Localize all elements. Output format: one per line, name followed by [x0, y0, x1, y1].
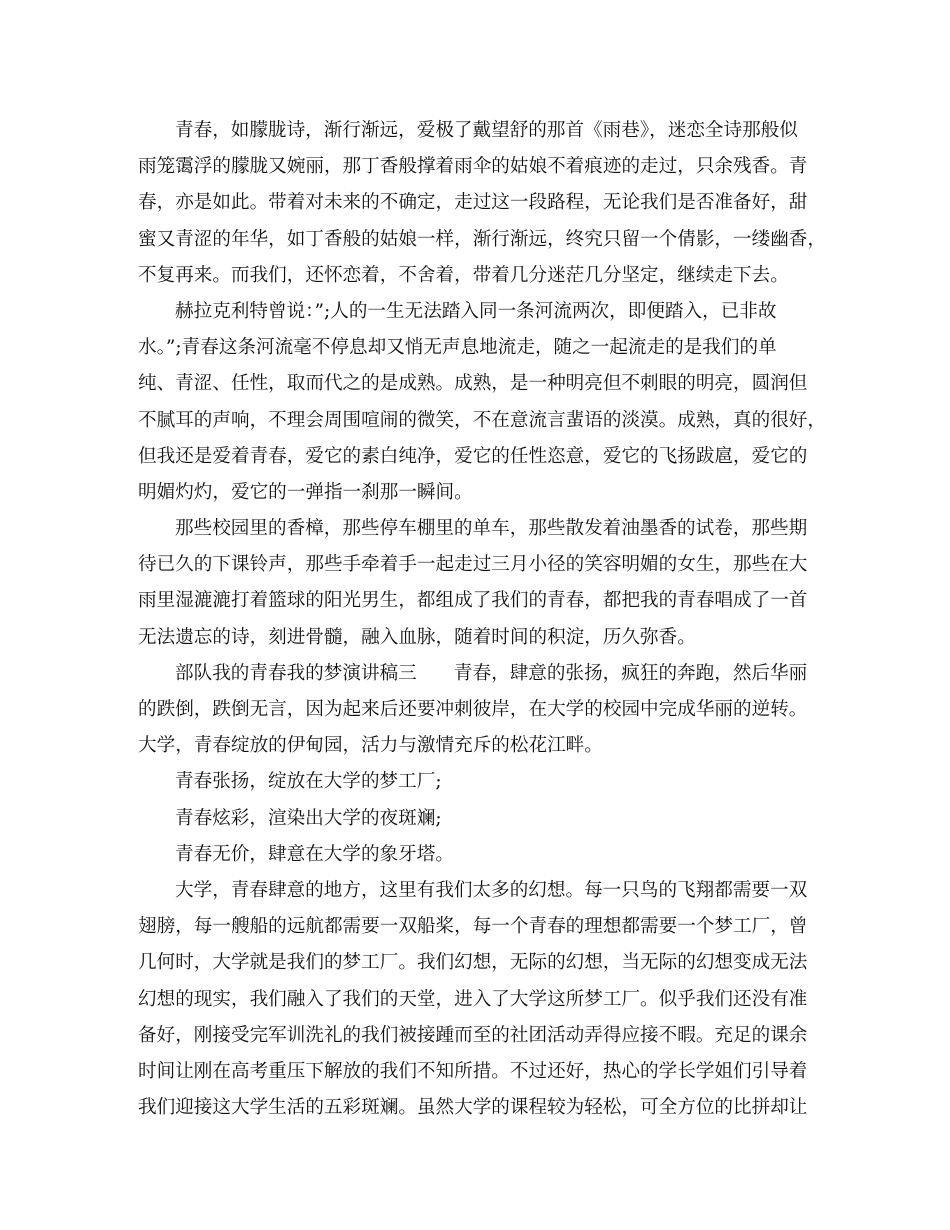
text-line: 时间让刚在高考重压下解放的我们不知所措。不过还好，热心的学长学姐们引导着	[138, 1060, 808, 1082]
text-line: 部队我的青春我的梦演讲稿三 青春，肆意的张扬，疯狂的奔跑，然后华丽	[175, 662, 808, 684]
text-line: 几何时，大学就是我们的梦工厂。我们幻想，无际的幻想，当无际的幻想变成无法	[138, 952, 808, 974]
text-line: 无法遗忘的诗，刻进骨髓，融入血脉，随着时间的积淀，历久弥香。	[138, 626, 696, 648]
text-line: 蜜又青涩的年华，如丁香般的姑娘一样，渐行渐远，终究只留一个倩影，一缕幽香，	[138, 228, 826, 250]
text-line: 那些校园里的香樟，那些停车棚里的单车，那些散发着油墨香的试卷，那些期	[175, 518, 808, 540]
text-line: 不复再来。而我们，还怀恋着，不舍着，带着几分迷茫几分坚定，继续走下去。	[138, 264, 789, 286]
text-line: 大学，青春绽放的伊甸园，活力与激情充斥的松花江畔。	[138, 735, 603, 757]
text-line: 翅膀，每一艘船的远航都需要一双船桨，每一个青春的理想都需要一个梦工厂，曾	[138, 916, 808, 938]
text-line: 的跌倒，跌倒无言，因为起来后还要冲刺彼岸，在大学的校园中完成华丽的逆转。	[138, 699, 808, 720]
text-line: 春，亦是如此。带着对未来的不确定，走过这一段路程，无论我们是否准备好，甜	[138, 192, 808, 214]
body-text	[138, 113, 828, 1126]
text-line: 雨笼霭浮的朦胧又婉丽，那丁香般撑着雨伞的姑娘不着痕迹的走过，只余残香。青	[138, 156, 808, 178]
text-line: 纯、青涩、任性，取而代之的是成熟。成熟，是一种明亮但不刺眼的明亮，圆润但	[138, 373, 808, 395]
text-line: 明媚灼灼，爱它的一弹指一刹那一瞬间。	[138, 481, 473, 503]
text-line: 水。”;青春这条河流毫不停息却又悄无声息地流走，随之一起流走的是我们的单	[138, 337, 777, 359]
text-line: 赫拉克利特曾说：”;人的一生无法踏入同一条河流两次，即便踏入，已非故	[175, 300, 777, 322]
text-line: 青春炫彩，渲染出大学的夜斑斓;	[175, 807, 442, 829]
text-line: 雨里湿漉漉打着篮球的阳光男生，都组成了我们的青春，都把我的青春唱成了一首	[138, 590, 808, 612]
text-line: 青春无价，肆意在大学的象牙塔。	[175, 843, 454, 865]
text-line: 但我还是爱着青春，爱它的素白纯净，爱它的任性恣意，爱它的飞扬跋扈，爱它的	[138, 445, 808, 467]
text-line: 青春张扬，绽放在大学的梦工厂;	[175, 771, 442, 793]
text-line: 幻想的现实，我们融入了我们的天堂，进入了大学这所梦工厂。似乎我们还没有准	[138, 988, 808, 1010]
text-line: 待已久的下课铃声，那些手牵着手一起走过三月小径的笑容明媚的女生，那些在大	[138, 554, 808, 576]
text-line: 不腻耳的声响，不理会周围喧闹的微笑，不在意流言蜚语的淡漠。成熟，真的很好，	[138, 409, 826, 431]
text-line: 我们迎接这大学生活的五彩斑斓。虽然大学的课程较为轻松，可全方位的比拼却让	[138, 1097, 808, 1119]
text-line: 青春，如朦胧诗，渐行渐远，爱极了戴望舒的那首《雨巷》，迷恋全诗那般似	[175, 120, 798, 141]
text-line: 备好，刚接受完军训洗礼的我们被接踵而至的社团活动弄得应接不暇。充足的课余	[138, 1024, 808, 1046]
text-line: 大学，青春肆意的地方，这里有我们太多的幻想。每一只鸟的飞翔都需要一双	[175, 879, 808, 901]
